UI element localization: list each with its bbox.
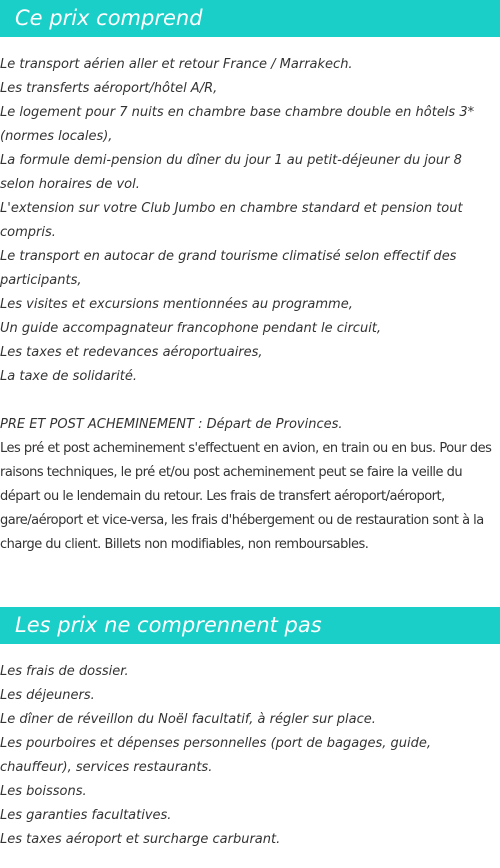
list-item: Le transport aérien aller et retour France / Marrakech. (0, 57, 353, 72)
includes-list (0, 53, 500, 389)
section-title-excludes: Les prix ne comprennent pas (0, 607, 500, 644)
section-title-includes: Ce prix comprend (0, 0, 500, 37)
list-item: Les frais de dossier. (0, 664, 129, 679)
list-item: Le logement pour 7 nuits en chambre base chambre double en hôtels 3* (normes locales), (0, 105, 475, 144)
list-item: Les transferts aéroport/hôtel A/R, (0, 81, 218, 96)
excludes-list (0, 660, 500, 852)
list-item: Les taxes et redevances aéroportuaires, (0, 345, 263, 360)
list-item: La taxe de solidarité. (0, 369, 137, 384)
list-item: La formule demi-pension du dîner du jour 1 au petit-déjeuner du jour 8 selon horaires de vol. (0, 153, 462, 192)
list-item: Les déjeuners. (0, 688, 95, 703)
list-item: L'extension sur votre Club Jumbo en chambre standard et pension tout compris. (0, 201, 463, 240)
transfer-body: Les pré et post acheminement s'effectuent en avion, en train ou en bus. Pour des raisons techniques, le pré et/ou post acheminement peut se faire la veille du départ ou le lendemain du retour. Les frais de transfert aéroport/aéroport, gare/aéroport et vice-versa, les frais d'hébergement ou de restauration sont à la charge du client. Billets non modifiables, non remboursables. (0, 441, 492, 552)
list-item: Les boissons. (0, 784, 87, 799)
list-item: Les pourboires et dépenses personnelles (port de bagages, guide, chauffeur), services restaurants. (0, 736, 432, 775)
transfer-title: PRE ET POST ACHEMINEMENT : Départ de Provinces. (0, 417, 343, 432)
transfer-note (0, 413, 500, 557)
list-item: Les visites et excursions mentionnées au programme, (0, 297, 353, 312)
list-item: Le transport en autocar de grand tourisme climatisé selon effectif des participants, (0, 249, 457, 288)
list-item: Le dîner de réveillon du Noël facultatif, à régler sur place. (0, 712, 376, 727)
list-item: Les taxes aéroport et surcharge carburant. (0, 832, 281, 847)
list-item: Les garanties facultatives. (0, 808, 172, 823)
list-item: Un guide accompagnateur francophone pendant le circuit, (0, 321, 382, 336)
